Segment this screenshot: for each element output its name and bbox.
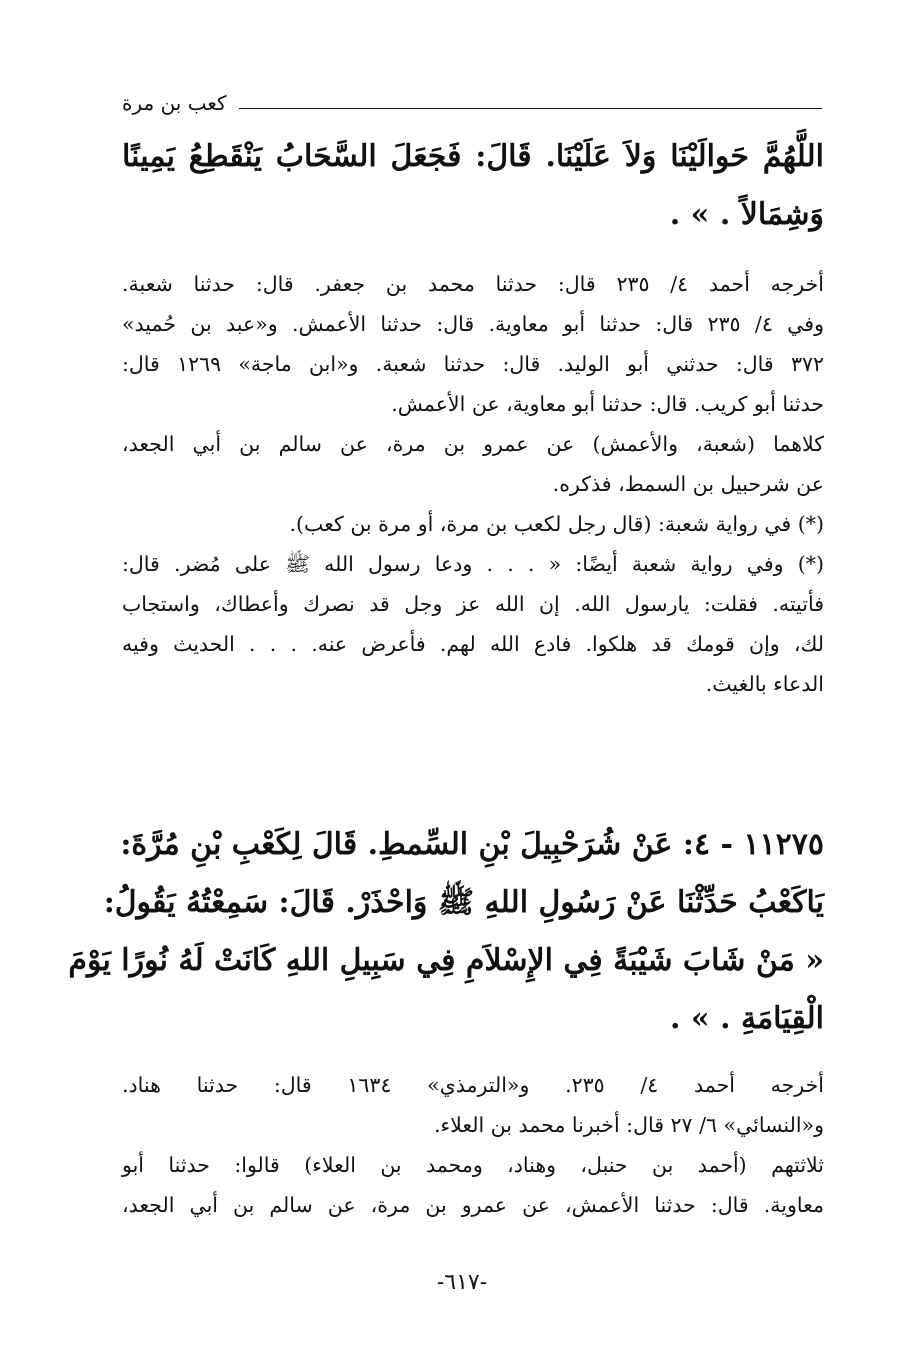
hadith-line: ١١٢٧٥ - ٤: عَنْ شُرَحْبِيلَ بْنِ السِّمطِ. قَالَ لِكَعْبِ بْنِ مُرَّةَ: (120, 827, 824, 862)
takhrij-line: و«النسائي» ٦/ ٢٧ قال: أخبرنا محمد بن العلاء. (433, 1113, 824, 1137)
hadith-line: « مَنْ شَابَ شَيْبَةً فِي الإِسْلاَمِ فِي سَبِيلِ اللهِ كَانَتْ لَهُ نُورًا يَوْمَ (68, 943, 824, 978)
takhrij-line: معاوية. قال: حدثنا الأعمش، عن عمرو بن مرة، عن سالم بن أبي الجعد، (122, 1193, 824, 1217)
takhrij-line: أخرجه أحمد ٤/ ٢٣٥. و«الترمذي» ١٦٣٤ قال: حدثنا هناد. (122, 1073, 824, 1097)
hadith-continuation (122, 128, 824, 244)
takhrij-line: ثلاثتهم (أحمد بن حنبل، وهناد، ومحمد بن العلاء) قالوا: حدثنا أبو (122, 1153, 824, 1177)
takhrij-line: ٣٧٢ قال: حدثني أبو الوليد. قال: حدثنا شعبة. و«ابن ماجة» ١٢٦٩ قال: (122, 352, 824, 376)
takhrij-line: كلاهما (شعبة، والأعمش) عن عمرو بن مرة، عن سالم بن أبي الجعد، (122, 432, 824, 456)
takhrij-note: الدعاء بالغيث. (705, 672, 824, 696)
takhrij-note: (*) في رواية شعبة: (قال رجل لكعب بن مرة، أو مرة بن كعب). (289, 512, 824, 536)
takhrij-note: (*) وفي رواية شعبة أيضًا: « . . . ودعا رسول الله ﷺ على مُضر. قال: (122, 552, 824, 576)
running-header (122, 88, 822, 118)
takhrij-line: عن شرحبيل بن السمط، فذكره. (552, 472, 824, 496)
takhrij-line: أخرجه أحمد ٤/ ٢٣٥ قال: حدثنا محمد بن جعفر. قال: حدثنا شعبة. (122, 272, 824, 296)
takhrij-line: وفي ٤/ ٢٣٥ قال: حدثنا أبو معاوية. قال: حدثنا الأعمش. و«عبد بن حُميد» (122, 312, 824, 336)
takhrij-section-1 (122, 264, 824, 704)
takhrij-note: فأتيته. فقلت: يارسول الله. إن الله عز وجل قد نصرك وأعطاك، واستجاب (122, 592, 824, 616)
hadith-line: اللَّهُمَّ حَوالَيْنَا وَلاَ عَلَيْنَا. قَالَ: فَجَعَلَ السَّحَابُ يَنْقَطِعُ يَمِينًا (122, 139, 824, 174)
hadith-line: الْقِيَامَةِ . » . (670, 1001, 824, 1036)
takhrij-note: لك، وإن قومك قد هلكوا. فادع الله لهم. فأعرض عنه. . . . الحديث وفيه (122, 632, 824, 656)
header-title: كعب بن مرة (122, 91, 227, 115)
takhrij-line: حدثنا أبو كريب. قال: حدثنا أبو معاوية، عن الأعمش. (391, 392, 824, 416)
hadith-11275 (68, 816, 824, 1048)
page-number: -٦١٧- (436, 1270, 488, 1295)
takhrij-section-2 (122, 1065, 824, 1225)
header-rule (239, 108, 822, 109)
hadith-line: وَشِمَالاً . » . (669, 197, 824, 232)
hadith-line: يَاكَعْبُ حَدِّثْنَا عَنْ رَسُولِ اللهِ ﷺ وَاحْذَرْ. قَالَ: سَمِعْتُهُ يَقُولُ: (103, 885, 824, 920)
